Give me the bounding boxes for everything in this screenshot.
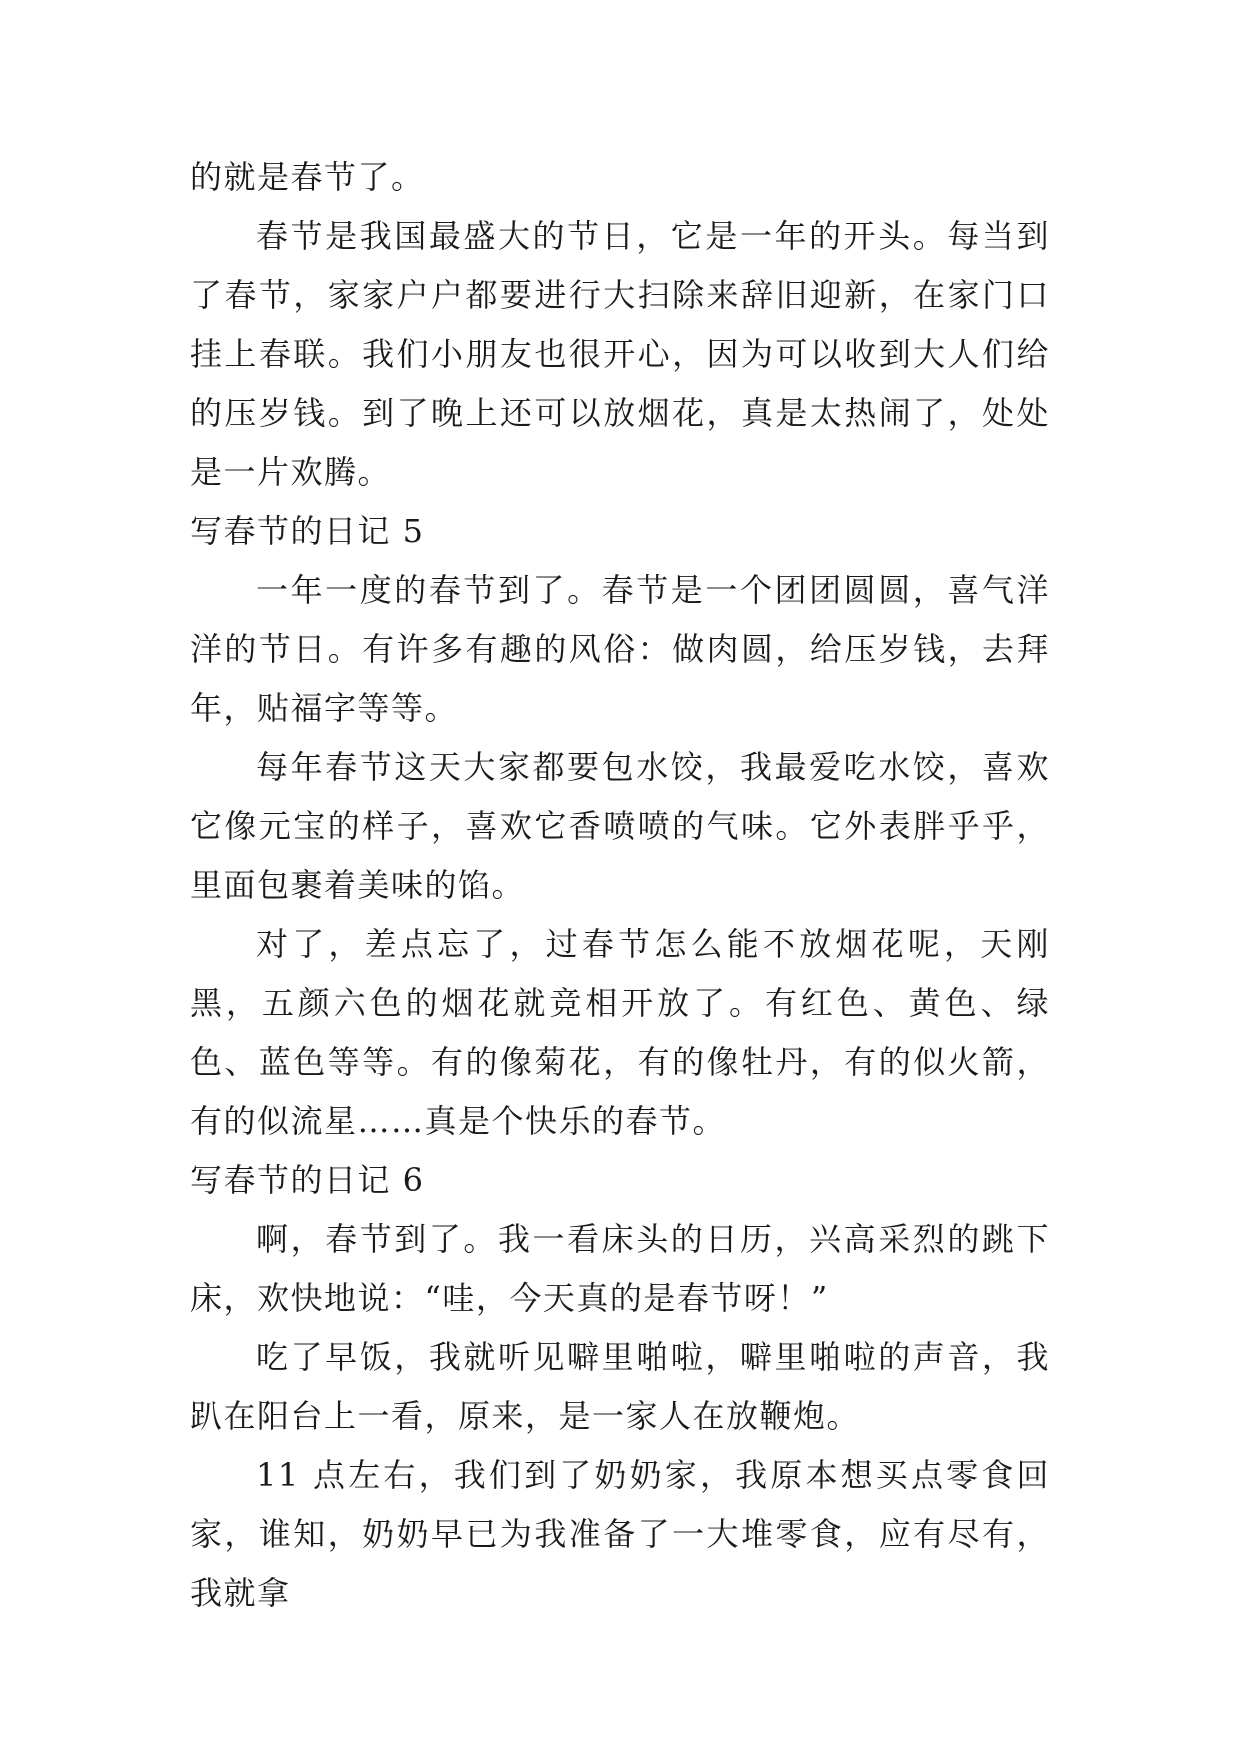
section-heading: 写春节的日记 5 [190, 512, 425, 550]
paragraph: 一年一度的春节到了。春节是一个团团圆圆，喜气洋洋的节日。有许多有趣的风俗：做肉圆，给压岁钱，去拜年，贴福字等等。 [190, 571, 1050, 727]
paragraph: 春节是我国最盛大的节日，它是一年的开头。每当到了春节，家家户户都要进行大扫除来辞旧迎新，在家门口挂上春联。我们小朋友也很开心，因为可以收到大人们给的压岁钱。到了晚上还可以放烟花，真是太热闹了，处处是一片欢腾。 [190, 217, 1050, 491]
paragraph: 对了，差点忘了，过春节怎么能不放烟花呢，天刚黑，五颜六色的烟花就竞相开放了。有红色、黄色、绿色、蓝色等等。有的像菊花，有的像牡丹，有的似火箭，有的似流星……真是个快乐的春节。 [190, 925, 1050, 1140]
paragraph: 11 点左右，我们到了奶奶家，我原本想买点零食回家，谁知，奶奶早已为我准备了一大堆零食，应有尽有，我就拿 [190, 1456, 1050, 1612]
paragraph: 吃了早饭，我就听见噼里啪啦，噼里啪啦的声音，我趴在阳台上一看，原来，是一家人在放鞭炮。 [190, 1338, 1050, 1435]
section-heading: 写春节的日记 6 [190, 1161, 425, 1199]
document-page [190, 148, 1050, 1623]
paragraph: 啊，春节到了。我一看床头的日历，兴高采烈的跳下床，欢快地说：“哇，今天真的是春节呀！” [190, 1220, 1050, 1317]
paragraph: 每年春节这天大家都要包水饺，我最爱吃水饺，喜欢它像元宝的样子，喜欢它香喷喷的气味。它外表胖乎乎，里面包裹着美味的馅。 [190, 748, 1050, 904]
paragraph: 的就是春节了。 [190, 158, 425, 196]
